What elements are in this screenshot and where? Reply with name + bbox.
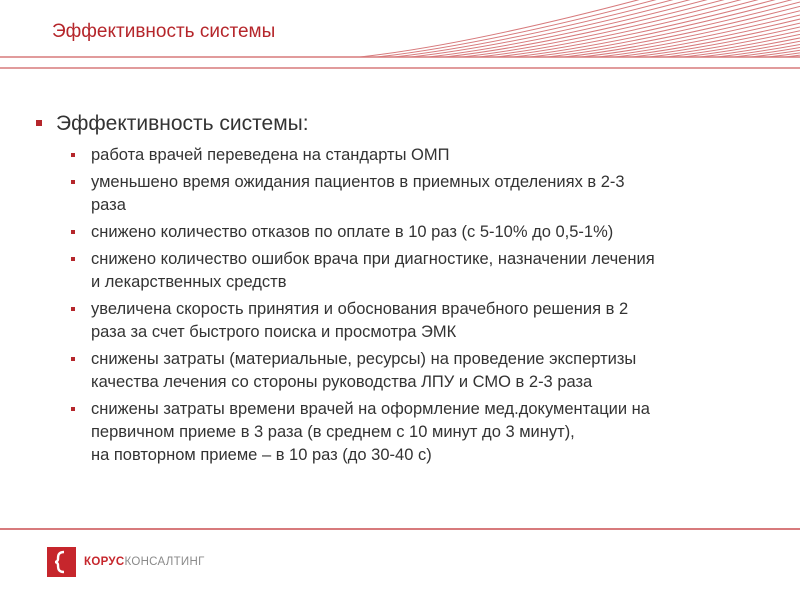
list-item-text: первичном приеме в 3 раза (в среднем с 10 минут до 3 минут), bbox=[91, 423, 575, 441]
list-item bbox=[36, 348, 776, 394]
bullet-marker bbox=[71, 180, 75, 184]
list-item-text: уменьшено время ожидания пациентов в приемных отделениях в 2-3 bbox=[91, 173, 625, 191]
list-item-text: раза за счет быстрого поиска и просмотра ЭМК bbox=[91, 323, 457, 341]
content-area bbox=[36, 110, 776, 471]
bullet-marker bbox=[71, 307, 75, 311]
list-item-text: и лекарственных средств bbox=[91, 273, 287, 291]
list-item bbox=[36, 221, 776, 244]
main-heading: Эффективность системы: bbox=[56, 112, 309, 135]
list-item bbox=[36, 248, 776, 294]
bullet-marker bbox=[71, 257, 75, 261]
list-item-text: снижены затраты времени врачей на оформление мед.документации на bbox=[91, 400, 650, 418]
list-item-text: работа врачей переведена на стандарты ОМП bbox=[91, 146, 450, 164]
logo-word-consulting: КОНСАЛТИНГ bbox=[124, 556, 205, 568]
list-item-text: снижены затраты (материальные, ресурсы) на проведение экспертизы bbox=[91, 350, 637, 368]
company-logo bbox=[47, 547, 205, 577]
logo-text bbox=[84, 556, 205, 568]
list-item bbox=[36, 144, 776, 167]
list-item-text: снижено количество отказов по оплате в 10 раз (с 5-10% до 0,5-1%) bbox=[91, 223, 614, 241]
footer-divider bbox=[0, 528, 800, 530]
bullet-list bbox=[36, 144, 776, 467]
list-item-text: увеличена скорость принятия и обоснования врачебного решения в 2 bbox=[91, 300, 629, 318]
bullet-marker bbox=[71, 357, 75, 361]
list-item-text: на повторном приеме – в 10 раз (до 30-40 с) bbox=[91, 446, 432, 464]
list-item bbox=[36, 298, 776, 344]
bullet-marker bbox=[71, 407, 75, 411]
list-item bbox=[36, 171, 776, 217]
page-title: Эффективность системы bbox=[52, 21, 276, 42]
list-item-text: снижено количество ошибок врача при диагностике, назначении лечения bbox=[91, 250, 655, 268]
bullet-marker bbox=[71, 230, 75, 234]
list-item-text: качества лечения со стороны руководства ЛПУ и СМО в 2-3 раза bbox=[91, 373, 593, 391]
main-bullet bbox=[36, 110, 776, 138]
list-item bbox=[36, 398, 776, 467]
list-item-text: раза bbox=[91, 196, 126, 214]
bullet-marker bbox=[36, 120, 42, 126]
bullet-marker bbox=[71, 153, 75, 157]
logo-mark-icon bbox=[47, 547, 76, 577]
logo-word-korus: КОРУС bbox=[84, 556, 125, 568]
